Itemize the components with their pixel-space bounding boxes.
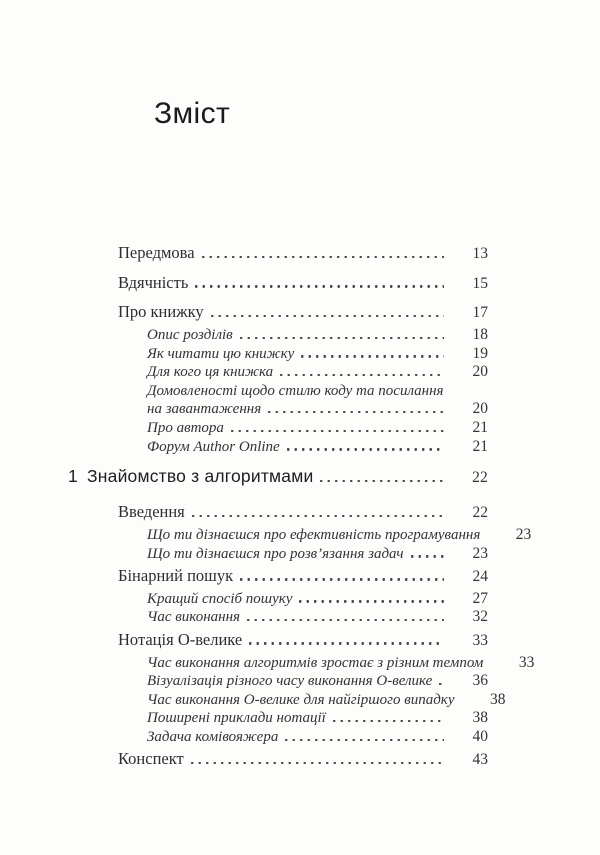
- page-number: 40: [472, 727, 488, 745]
- page-number: 21: [472, 437, 488, 455]
- toc-entry-row: [118, 728, 488, 747]
- chapter-heading-row: [68, 466, 488, 488]
- entry-label: Конспект: [118, 749, 184, 768]
- page-number: 19: [472, 344, 488, 362]
- leader-dots: [287, 448, 444, 450]
- toc-entry-row: [118, 302, 488, 323]
- toc-entry-row: [118, 382, 488, 401]
- leader-dots: [320, 480, 444, 482]
- page-number: 33: [518, 653, 535, 671]
- chapter-title: Знайомство з алгоритмами: [87, 466, 314, 487]
- page-title: Зміст: [154, 97, 231, 130]
- leader-dots: [280, 374, 444, 376]
- entry-label: Домовленості щодо стилю коду та посилання: [147, 382, 444, 399]
- entry-label: Що ти дізнаєшся про розв’язання задач: [147, 545, 404, 562]
- chapter-entry-list: [118, 502, 535, 770]
- leader-dots: [411, 555, 444, 557]
- entry-label: Час виконання алгоритмів зростає з різним темпом: [147, 654, 484, 671]
- entry-label: Поширені приклади нотації: [147, 710, 326, 727]
- entry-label: Час виконання: [147, 609, 240, 626]
- toc-entry-row: [118, 438, 488, 457]
- page-number: 13: [472, 245, 488, 262]
- page-number: 27: [472, 589, 488, 607]
- leader-dots: [299, 600, 444, 602]
- entry-label: Кращий спосіб пошуку: [147, 590, 293, 607]
- page-number: 38: [472, 709, 488, 727]
- page-number: 17: [472, 304, 488, 321]
- entry-label: Час виконання О-велике для найгіршого випадку: [147, 691, 455, 708]
- page-number: 22: [472, 469, 488, 487]
- entry-label: Опис розділів: [147, 327, 233, 343]
- entry-label: Бінарний пошук: [118, 565, 234, 585]
- toc-entry-row: [118, 672, 488, 691]
- toc-entry-row: [118, 590, 488, 609]
- page-number: 23: [472, 544, 488, 562]
- entry-label: Про книжку: [118, 302, 204, 321]
- entry-label: Введення: [118, 502, 185, 522]
- toc-entry-row: [118, 419, 488, 438]
- page-number: 24: [472, 567, 488, 585]
- entry-label: Форум Author Online: [147, 438, 280, 455]
- leader-dots: [231, 430, 444, 432]
- entry-label: Для кого ця книжка: [147, 364, 274, 381]
- page-number: 15: [472, 274, 488, 292]
- toc-entry-row: [118, 545, 488, 564]
- entry-label: Що ти дізнаєшся про ефективність програмування: [147, 527, 481, 544]
- page-number: 36: [472, 672, 488, 690]
- toc-entry-row: [118, 709, 488, 728]
- leader-dots: [301, 355, 444, 357]
- leader-dots: [195, 285, 444, 287]
- page-number: 20: [472, 400, 488, 418]
- leader-dots: [191, 762, 444, 764]
- toc-entry-row: [118, 363, 488, 382]
- leader-dots: [333, 720, 444, 722]
- toc-entry-row: [118, 400, 488, 419]
- leader-dots: [240, 578, 444, 580]
- entry-label-continued: на завантаження: [147, 401, 262, 418]
- front-matter-list: [118, 243, 488, 456]
- page-number: 23: [515, 526, 532, 544]
- leader-dots: [192, 515, 444, 517]
- toc-entry-row: [118, 749, 488, 770]
- toc-entry-row: [118, 345, 488, 364]
- leader-dots: [211, 315, 444, 317]
- entry-label: Передмова: [118, 243, 195, 262]
- leader-dots: [240, 337, 444, 339]
- entry-label: Вдячність: [118, 272, 189, 292]
- entry-label: Як читати цю книжку: [147, 345, 295, 362]
- toc-entry-row: [118, 608, 488, 627]
- toc-entry-row: [118, 526, 532, 545]
- page-number: 32: [472, 608, 488, 626]
- page-number: 18: [472, 326, 488, 343]
- page-number: 20: [472, 363, 488, 381]
- toc-entry-row: [118, 502, 488, 523]
- toc-entry-row: [118, 326, 488, 345]
- page-number: 38: [489, 690, 506, 708]
- leader-dots: [249, 642, 444, 644]
- leader-dots: [202, 256, 444, 258]
- toc-entry-row: [118, 690, 506, 710]
- chapter-number: 1: [68, 466, 78, 487]
- entry-label: Нотація О-велике: [118, 629, 243, 649]
- entry-label: Візуалізація різного часу виконання О-велике: [147, 673, 433, 690]
- leader-dots: [285, 739, 444, 741]
- toc-entry-row: [118, 243, 488, 264]
- leader-dots: [439, 683, 444, 685]
- page-number: 43: [472, 751, 488, 768]
- toc-entry-row: [118, 273, 488, 294]
- leader-dots: [247, 619, 444, 621]
- entry-label: Про автора: [147, 419, 224, 436]
- toc-entry-row: [118, 566, 488, 587]
- page-number: 22: [472, 504, 488, 522]
- toc-entry-row: [118, 630, 488, 651]
- toc-entry-row: [118, 653, 535, 673]
- page-number: 33: [472, 631, 488, 649]
- leader-dots: [268, 411, 444, 413]
- page-number: 21: [472, 418, 488, 436]
- entry-label: Задача комівояжера: [147, 728, 279, 745]
